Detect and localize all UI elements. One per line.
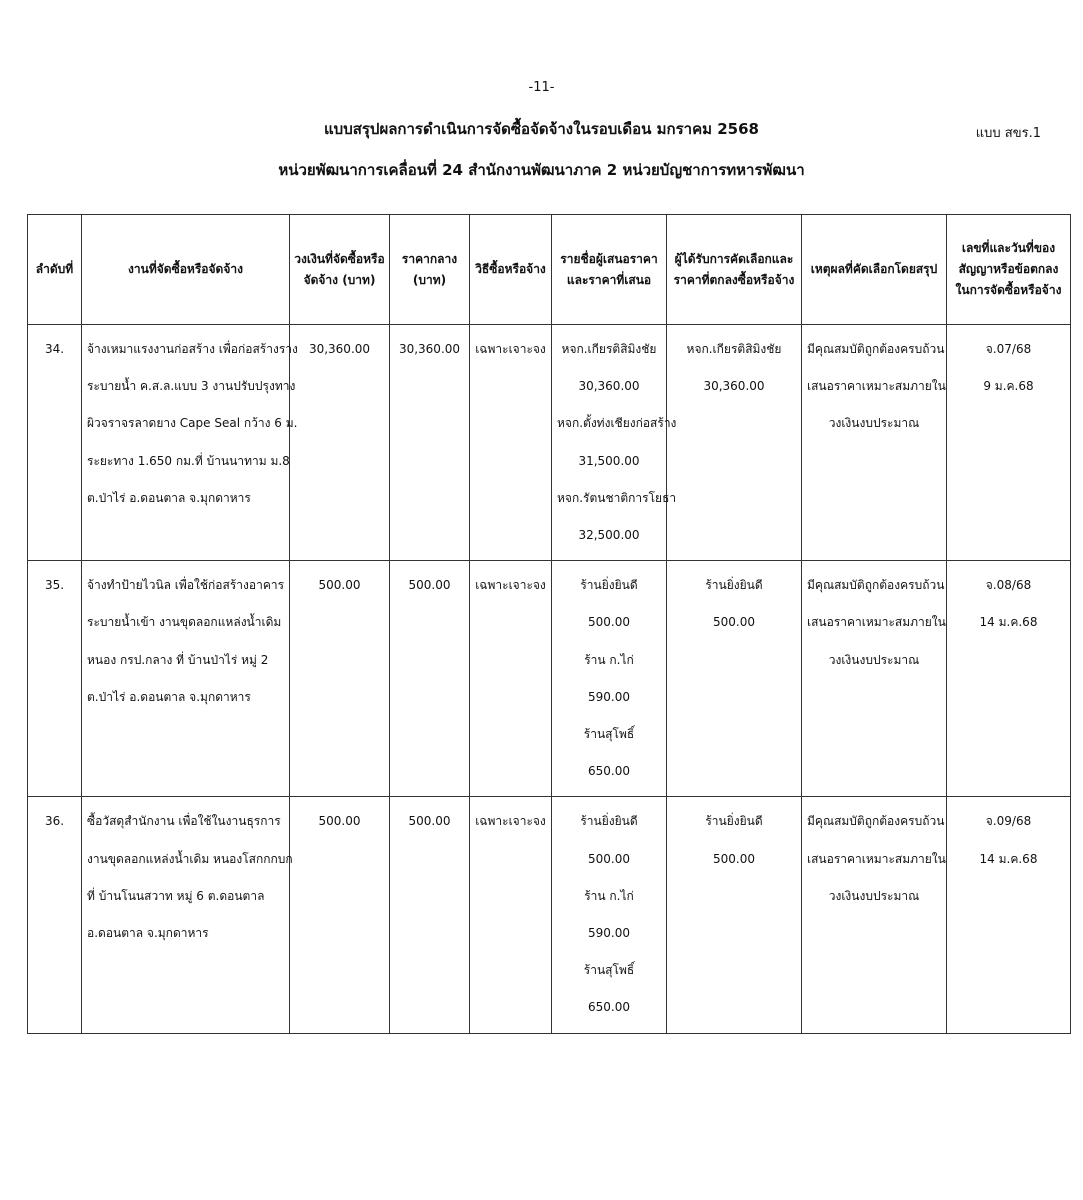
header-reason: เหตุผลที่คัดเลือกโดยสรุป — [802, 215, 947, 325]
work-description: ซื้อวัสดุสำนักงาน เพื่อใช้ในงานธุรการ งานขุดลอกแหล่งน้ำเดิม หนองโสกกกบก ที่ บ้านโนนสวาท หมู่ 6 ต.ดอนตาล อ.ดอนตาล จ.มุกดาหาร — [82, 797, 290, 1033]
table-row — [28, 325, 1071, 561]
header-work: งานที่จัดซื้อหรือจัดจ้าง — [82, 215, 290, 325]
selected-vendor: หจก.เกียรติสิมิงชัย 30,360.00 — [667, 325, 802, 561]
median-price: 500.00 — [390, 797, 470, 1033]
procurement-method: เฉพาะเจาะจง — [470, 325, 552, 561]
budget-amount: 500.00 — [290, 797, 390, 1033]
header-bidders: รายชื่อผู้เสนอราคา และราคาที่เสนอ — [552, 215, 667, 325]
header-no: ลำดับที่ — [28, 215, 82, 325]
bidders-list: ร้านยิ่งยินดี 500.00 ร้าน ก.ไก่ 590.00 ร้านสุโพธิ์ 650.00 — [552, 797, 667, 1033]
page-number: -11- — [528, 80, 555, 95]
work-description: จ้างทำป้ายไวนิล เพื่อใช้ก่อสร้างอาคาร ระบายน้ำเข้า งานขุดลอกแหล่งน้ำเดิม หนอง กรป.กลาง ที่ บ้านป่าไร่ หมู่ 2 ต.ป่าไร่ อ.ดอนตาล จ.มุกดาหาร — [82, 561, 290, 797]
header-row — [28, 215, 1071, 325]
procurement-method: เฉพาะเจาะจง — [470, 797, 552, 1033]
median-price: 30,360.00 — [390, 325, 470, 561]
selection-reason: มีคุณสมบัติถูกต้องครบถ้วน เสนอราคาเหมาะสมภายใน วงเงินงบประมาณ — [802, 561, 947, 797]
budget-amount: 30,360.00 — [290, 325, 390, 561]
header-median-price: ราคากลาง (บาท) — [390, 215, 470, 325]
header-winner: ผู้ได้รับการคัดเลือกและ ราคาที่ตกลงซื้อหรือจ้าง — [667, 215, 802, 325]
header-budget: วงเงินที่จัดซื้อหรือ จัดจ้าง (บาท) — [290, 215, 390, 325]
row-number: 35. — [28, 561, 82, 797]
selected-vendor: ร้านยิ่งยินดี 500.00 — [667, 561, 802, 797]
procurement-summary-table — [27, 214, 1071, 1034]
bidders-list: หจก.เกียรติสิมิงชัย 30,360.00 หจก.ตั้งท่งเชียงก่อสร้าง 31,500.00 หจก.รัตนชาติการโยธา 32,500.00 — [552, 325, 667, 561]
contract-reference: จ.08/68 14 ม.ค.68 — [947, 561, 1071, 797]
contract-reference: จ.07/68 9 ม.ค.68 — [947, 325, 1071, 561]
work-description: จ้างเหมาแรงงานก่อสร้าง เพื่อก่อสร้างราง ระบายน้ำ ค.ส.ล.แบบ 3 งานปรับปรุงทาง ผิวจราจรลาดยาง Cape Seal กว้าง 6 ม. ระยะทาง 1.650 กม.ที่ บ้านนาทาม ม.8 ต.ป่าไร่ อ.ดอนตาล จ.มุกดาหาร — [82, 325, 290, 561]
table-row — [28, 561, 1071, 797]
bidders-list: ร้านยิ่งยินดี 500.00 ร้าน ก.ไก่ 590.00 ร้านสุโพธิ์ 650.00 — [552, 561, 667, 797]
row-number: 36. — [28, 797, 82, 1033]
procurement-method: เฉพาะเจาะจง — [470, 561, 552, 797]
median-price: 500.00 — [390, 561, 470, 797]
selected-vendor: ร้านยิ่งยินดี 500.00 — [667, 797, 802, 1033]
header-contract: เลขที่และวันที่ของ สัญญาหรือข้อตกลง ในการจัดซื้อหรือจ้าง — [947, 215, 1071, 325]
selection-reason: มีคุณสมบัติถูกต้องครบถ้วน เสนอราคาเหมาะสมภายใน วงเงินงบประมาณ — [802, 325, 947, 561]
contract-reference: จ.09/68 14 ม.ค.68 — [947, 797, 1071, 1033]
budget-amount: 500.00 — [290, 561, 390, 797]
selection-reason: มีคุณสมบัติถูกต้องครบถ้วน เสนอราคาเหมาะสมภายใน วงเงินงบประมาณ — [802, 797, 947, 1033]
row-number: 34. — [28, 325, 82, 561]
document-title: แบบสรุปผลการดำเนินการจัดซื้อจัดจ้างในรอบเดือน มกราคม 2568 — [324, 120, 759, 138]
header-method: วิธีซื้อหรือจ้าง — [470, 215, 552, 325]
form-code: แบบ สขร.1 — [975, 126, 1041, 141]
table-row — [28, 797, 1071, 1033]
document-subtitle: หน่วยพัฒนาการเคลื่อนที่ 24 สำนักงานพัฒนาภาค 2 หน่วยบัญชาการทหารพัฒนา — [278, 161, 805, 179]
